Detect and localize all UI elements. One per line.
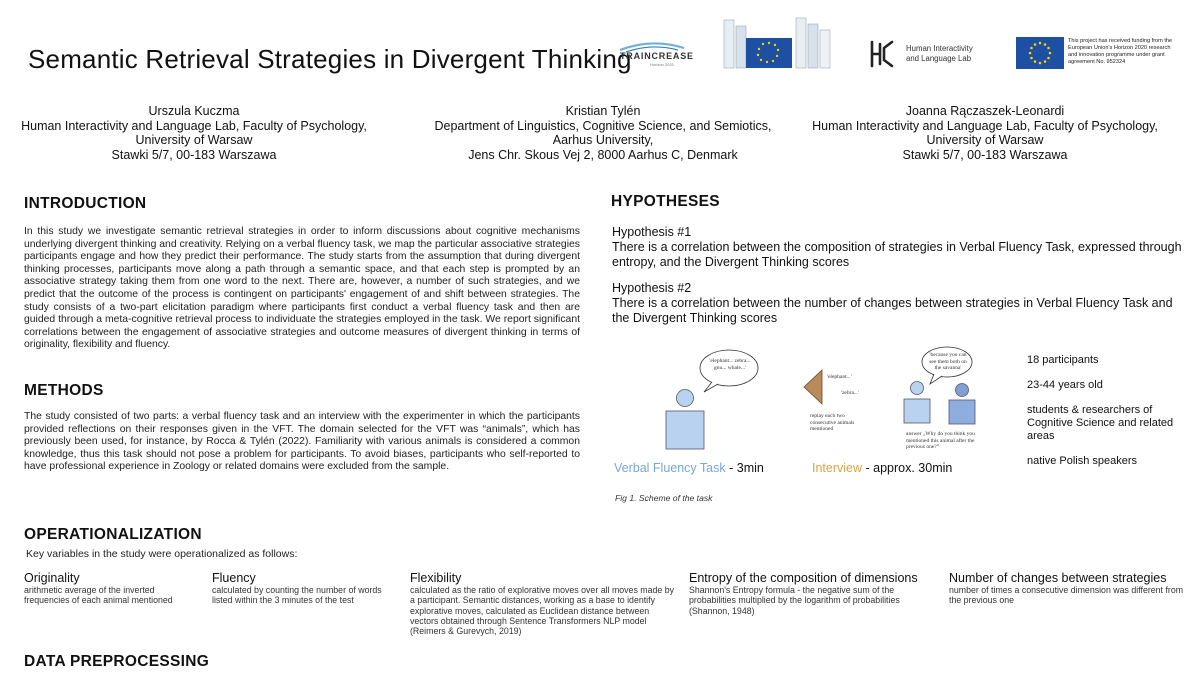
participants-age: 23-44 years old xyxy=(1027,379,1103,391)
interview-participant-body xyxy=(949,400,975,424)
participants-count: 18 participants xyxy=(1027,354,1099,366)
ec-logo xyxy=(722,16,832,70)
hypothesis-title: Hypothesis #2 xyxy=(612,281,692,295)
variable-description: arithmetic average of the inverted frequencies of each animal mentioned xyxy=(24,585,173,606)
operationalization-intro: Key variables in the study were operationalized as follows: xyxy=(26,548,298,560)
author-affiliation-line: Human Interactivity and Language Lab, Faculty of Psychology, xyxy=(21,118,367,133)
eu-funding-line-3: and innovation programme under grant xyxy=(1068,52,1165,58)
vft-participant-head xyxy=(677,390,694,407)
author-block-1 xyxy=(14,104,374,162)
operationalization-heading: OPERATIONALIZATION xyxy=(24,526,202,543)
eu-flag-icon xyxy=(1016,37,1064,69)
author-affiliation-line: Aarhus University, xyxy=(552,133,654,147)
variable-name: Originality xyxy=(24,571,80,585)
variable-entropy xyxy=(689,571,929,616)
interviewer-head xyxy=(911,382,924,395)
interview-participant-head xyxy=(956,384,969,397)
hill-lab-name-line1: Human Interactivity xyxy=(906,44,973,53)
variable-description: Shannon's Entropy formula - the negative sum of the probabilities multiplied by the logarithm of probabilities (Shannon, 1948) xyxy=(689,585,900,616)
eu-funding-line-2: European Union's Horizon 2020 research xyxy=(1068,45,1171,51)
author-affiliation-line: University of Warsaw xyxy=(135,133,253,147)
replay-instruction: replay each two consecutive animals mentioned xyxy=(810,413,855,432)
author-block-2 xyxy=(420,104,786,162)
eu-funding-line-1: This project has received funding from the xyxy=(1068,38,1173,44)
vft-participant-body xyxy=(666,411,704,449)
participants-list xyxy=(1027,354,1187,468)
hypothesis-text: There is a correlation between the composition of strategies in Verbal Fluency Task, expressed through entropy, and the Divergent Thinking scores xyxy=(612,240,1182,269)
hypothesis-text: There is a correlation between the number of changes between strategies in Verbal Fluency Task and the Divergent Thinking scores xyxy=(612,296,1173,325)
european-commission-building-icon xyxy=(722,16,832,70)
traincrease-subtitle: Horizon 2020 xyxy=(650,62,674,67)
variable-name: Fluency xyxy=(212,571,256,585)
methods-heading: METHODS xyxy=(24,382,104,399)
variable-name: Flexibility xyxy=(410,571,462,585)
poster-title: Semantic Retrieval Strategies in Divergent Thinking xyxy=(28,44,632,74)
hill-lab-logo xyxy=(866,38,996,72)
figure-caption: Fig 1. Scheme of the task xyxy=(615,493,713,503)
hypothesis-1 xyxy=(612,225,1182,270)
hypotheses-heading: HYPOTHESES xyxy=(611,193,720,210)
variable-description: number of times a consecutive dimension was different from the previous one xyxy=(949,585,1184,606)
variable-description: calculated as the ratio of explorative moves over all moves made by a participant. Semantic distances, working as a base to identify explorative moves, calculated as Euclidean distance between vectors obtained through Sentence Transformers NLP model (Reimers & Gurevych, 2019) xyxy=(410,585,675,637)
interviewer-body xyxy=(904,399,930,423)
introduction-heading: INTRODUCTION xyxy=(24,195,147,212)
author-address: Stawki 5/7, 00-183 Warszawa xyxy=(902,147,1068,162)
author-affiliation-line: Human Interactivity and Language Lab, Faculty of Psychology, xyxy=(812,118,1158,133)
variable-originality xyxy=(24,571,194,606)
hill-lab-name-line2: and Language Lab xyxy=(906,54,972,63)
replay-word-2: 'zebra...' xyxy=(841,390,860,396)
variable-description: calculated by counting the number of words listed within the 3 minutes of the test xyxy=(212,585,382,606)
task-scheme-figure xyxy=(600,340,1010,510)
author-affiliation-line: Department of Linguistics, Cognitive Science, and Semiotics, xyxy=(434,118,772,133)
eu-funding-line-4: agreement No. 952324 xyxy=(1068,59,1126,65)
eu-flag xyxy=(1016,37,1064,69)
eu-funding-statement xyxy=(1068,38,1198,66)
vft-bubble-text: 'elephant... zebra... gnu... whale...' xyxy=(709,358,751,371)
author-block-3 xyxy=(805,104,1165,162)
hill-lab-mark-icon xyxy=(866,38,896,70)
replay-word-1: 'elephant...' xyxy=(827,374,852,380)
interview-bubble-text: 'because you can see them both on the savanna' xyxy=(929,352,967,371)
vft-label-time: - 3min xyxy=(725,461,764,475)
methods-text: The study consisted of two parts: a verbal fluency task and an interview with the experimenter in which the participants provided reflections on their responses given in the VFT. The domain selected for the VFT was “animals”, which has previously been used, for instance, by Rocca & Tylén (2022). Familiarity with various animals is considered a common knowledge, thus this task should not pose a problem for participants. To avoid biases, participants who self-reported to have professional experience in Zoology or related domains were excluded from the sample. xyxy=(24,411,580,473)
interview-label xyxy=(812,461,952,475)
interview-question: answer „Why do you think you mentioned this animal after the previous one?” xyxy=(906,431,975,450)
variable-name: Number of changes between strategies xyxy=(949,571,1167,585)
variable-number-of-changes xyxy=(949,571,1185,606)
hypothesis-title: Hypothesis #1 xyxy=(612,225,692,239)
variable-name: Entropy of the composition of dimensions xyxy=(689,571,918,585)
hypothesis-2 xyxy=(612,281,1182,326)
traincrease-wordmark: TRAINCREASE xyxy=(620,51,694,61)
variable-fluency xyxy=(212,571,392,606)
author-address: Stawki 5/7, 00-183 Warszawa xyxy=(111,147,277,162)
participants-language: native Polish speakers xyxy=(1027,455,1138,467)
author-name: Kristian Tylén xyxy=(565,104,641,118)
variable-flexibility xyxy=(410,571,676,636)
author-affiliation-line: University of Warsaw xyxy=(926,133,1044,147)
vft-label xyxy=(614,461,764,475)
introduction-text: In this study we investigate semantic retrieval strategies in order to inform discussions about cognitive mechanisms underlying divergent thinking and creativity. Relying on a verbal fluency task, we map the particular associative strategies participants engage and how they predict their performance. The study starts from the assumption that during divergent thinking processes, participants move along a path through a semantic space, and that each step is prompted by an associative strategy taking them from one word to the next. There are, however, a number of such strategies, and we predict that the outcome of the process is contingent on participants' engagement of and shift between strategies. The study consists of a two-part elicitation paradigm where participants first conduct a verbal fluency task and then are guided through a meta-cognitive retrieval process to individuate the strategies employed in the task. We report significant correlations between the engagement of associative strategies and outcome measures of divergent thinking in terms of originality, flexibility and fluency. xyxy=(24,226,580,351)
participants-background: students & researchers of Cognitive Science and related areas xyxy=(1027,404,1174,442)
author-name: Urszula Kuczma xyxy=(148,104,240,118)
interview-label-time: - approx. 30min xyxy=(862,461,953,475)
traincrease-logo xyxy=(612,36,692,68)
audio-replay-speaker xyxy=(804,370,822,404)
data-preprocessing-heading: DATA PREPROCESSING xyxy=(24,653,210,670)
author-name: Joanna Rączaszek-Leonardi xyxy=(905,104,1065,118)
interview-label-name: Interview xyxy=(812,461,863,475)
author-address: Jens Chr. Skous Vej 2, 8000 Aarhus C, Denmark xyxy=(468,147,738,162)
vft-label-name: Verbal Fluency Task xyxy=(614,461,726,475)
